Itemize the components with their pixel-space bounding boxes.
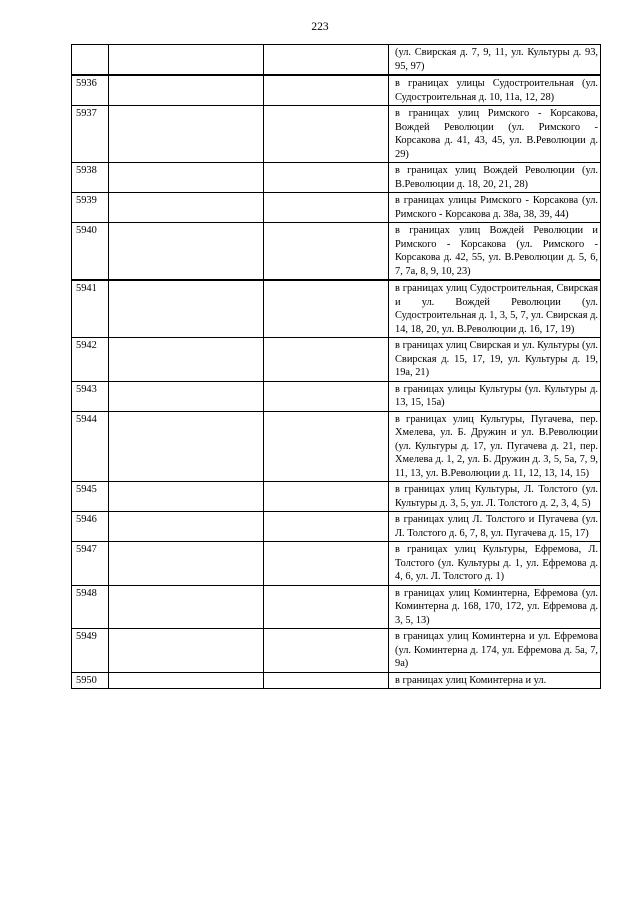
- empty-cell: [264, 163, 389, 193]
- section-number-cell: 5943: [72, 381, 109, 411]
- section-number-cell: 5946: [72, 512, 109, 542]
- section-number-cell: 5942: [72, 338, 109, 382]
- boundary-description-cell: в границах улиц Культуры, Пугачева, пер. Хмелева, ул. Б. Дружин и ул. В.Революции (ул. Культуры д. 17, ул. Пугачева д. 21, пер. Хмелева д. 1, 2, ул. Б. Дружин д. 3, 5, 5а, 7, 9, 11, 13, ул. В.Революции д. 11, 12, 13, 14, 15): [389, 411, 601, 482]
- page-number: 223: [311, 21, 329, 33]
- boundary-description-cell: в границах улицы Культуры (ул. Культуры д. 13, 15, 15а): [389, 381, 601, 411]
- empty-cell: [109, 542, 264, 586]
- empty-cell: [264, 193, 389, 223]
- registry-table: [71, 44, 601, 689]
- table-row: [72, 672, 601, 689]
- empty-cell: [109, 411, 264, 482]
- section-number-cell: 5947: [72, 542, 109, 586]
- empty-cell: [109, 512, 264, 542]
- boundary-description-cell: в границах улиц Вождей Революции (ул. В.Революции д. 18, 20, 21, 28): [389, 163, 601, 193]
- empty-cell: [109, 163, 264, 193]
- table-row: [72, 280, 601, 338]
- section-number-cell: 5945: [72, 482, 109, 512]
- table-row: [72, 482, 601, 512]
- boundary-description-cell: в границах улиц Коминтерна и ул. Ефремова (ул. Коминтерна д. 174, ул. Ефремова д. 5а, 7, 9а): [389, 629, 601, 673]
- table-row: [72, 512, 601, 542]
- boundary-description-cell: в границах улиц Вождей Революции и Римского - Корсакова (ул. Римского - Корсакова д. 42, 55, ул. В.Революции д. 5, 6, 7, 7а, 8, 9, 10, 23): [389, 223, 601, 281]
- empty-cell: [264, 106, 389, 163]
- section-number-cell: 5949: [72, 629, 109, 673]
- section-number-cell: 5938: [72, 163, 109, 193]
- empty-cell: [264, 280, 389, 338]
- table-row: [72, 45, 601, 76]
- section-number-cell: 5944: [72, 411, 109, 482]
- section-number-cell: 5950: [72, 672, 109, 689]
- boundary-description-cell: в границах улиц Судостроительная, Свирская и ул. Вождей Революции (ул. Судостроительная д. 1, 3, 5, 7, ул. Свирская д. 14, 18, 20, ул. В.Революции д. 16, 17, 19): [389, 280, 601, 338]
- empty-cell: [264, 75, 389, 106]
- empty-cell: [109, 585, 264, 629]
- boundary-description-cell: в границах улицы Римского - Корсакова (ул. Римского - Корсакова д. 38а, 38, 39, 44): [389, 193, 601, 223]
- empty-cell: [264, 223, 389, 281]
- section-number-cell: [72, 45, 109, 76]
- empty-cell: [264, 629, 389, 673]
- empty-cell: [109, 381, 264, 411]
- empty-cell: [109, 45, 264, 76]
- boundary-description-cell: в границах улиц Коминтерна, Ефремова (ул. Коминтерна д. 168, 170, 172, ул. Ефремова д. 3, 5, 13): [389, 585, 601, 629]
- section-number-cell: 5940: [72, 223, 109, 281]
- empty-cell: [109, 193, 264, 223]
- section-number-cell: 5941: [72, 280, 109, 338]
- empty-cell: [109, 482, 264, 512]
- table-row: [72, 223, 601, 281]
- section-number-cell: 5939: [72, 193, 109, 223]
- empty-cell: [264, 338, 389, 382]
- empty-cell: [264, 381, 389, 411]
- empty-cell: [264, 512, 389, 542]
- boundary-description-cell: в границах улицы Судостроительная (ул. Судостроительная д. 10, 11а, 12, 28): [389, 75, 601, 106]
- section-number-cell: 5948: [72, 585, 109, 629]
- empty-cell: [109, 672, 264, 689]
- empty-cell: [264, 482, 389, 512]
- empty-cell: [109, 280, 264, 338]
- boundary-description-cell: в границах улиц Л. Толстого и Пугачева (ул. Л. Толстого д. 6, 7, 8, ул. Пугачева д. 15, 17): [389, 512, 601, 542]
- table-row: [72, 542, 601, 586]
- section-number-cell: 5936: [72, 75, 109, 106]
- empty-cell: [109, 75, 264, 106]
- boundary-description-cell: в границах улиц Свирская и ул. Культуры (ул. Свирская д. 15, 17, 19, ул. Культуры д. 19, 19а, 21): [389, 338, 601, 382]
- table-row: [72, 163, 601, 193]
- empty-cell: [264, 542, 389, 586]
- table-row: [72, 381, 601, 411]
- registry-table-body: [72, 45, 601, 689]
- empty-cell: [109, 223, 264, 281]
- boundary-description-cell: в границах улиц Римского - Корсакова, Вождей Революции (ул. Римского - Корсакова д. 41, 43, 45, ул. В.Революции д. 29): [389, 106, 601, 163]
- table-row: [72, 585, 601, 629]
- table-row: [72, 338, 601, 382]
- table-row: [72, 193, 601, 223]
- boundary-description-cell: в границах улиц Коминтерна и ул.: [389, 672, 601, 689]
- section-number-cell: 5937: [72, 106, 109, 163]
- empty-cell: [109, 106, 264, 163]
- empty-cell: [109, 338, 264, 382]
- empty-cell: [264, 585, 389, 629]
- table-row: [72, 629, 601, 673]
- table-row: [72, 411, 601, 482]
- empty-cell: [109, 629, 264, 673]
- boundary-description-cell: в границах улиц Культуры, Ефремова, Л. Толстого (ул. Культуры д. 1, ул. Ефремова д. 4, 6, ул. Л. Толстого д. 1): [389, 542, 601, 586]
- empty-cell: [264, 411, 389, 482]
- empty-cell: [264, 672, 389, 689]
- table-row: [72, 106, 601, 163]
- boundary-description-cell: в границах улиц Культуры, Л. Толстого (ул. Культуры д. 3, 5, ул. Л. Толстого д. 2, 3, 4, 5): [389, 482, 601, 512]
- table-row: [72, 75, 601, 106]
- empty-cell: [264, 45, 389, 76]
- boundary-description-cell: (ул. Свирская д. 7, 9, 11, ул. Культуры д. 93, 95, 97): [389, 45, 601, 76]
